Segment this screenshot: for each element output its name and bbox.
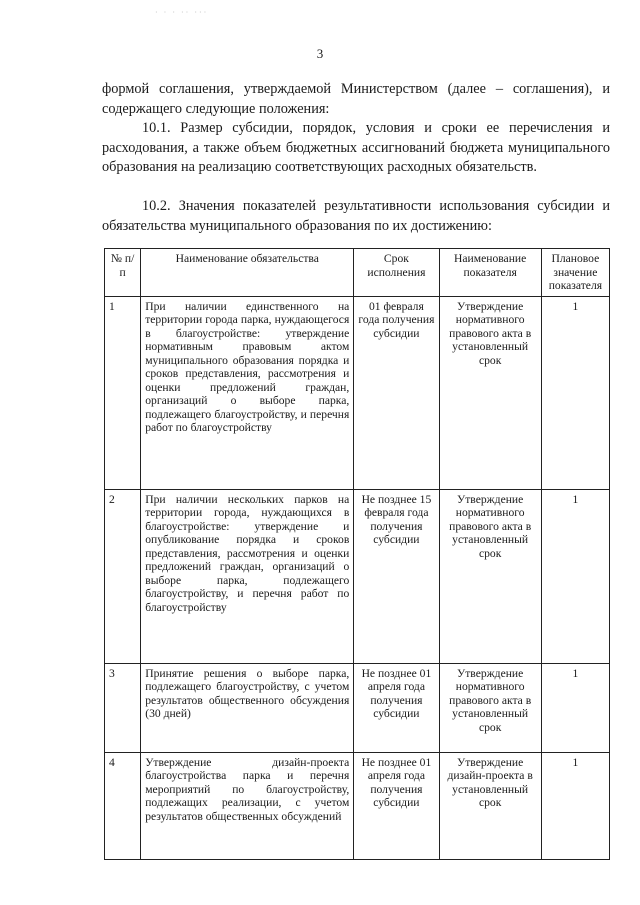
scan-artifact: · · · ·· ··· <box>155 8 209 17</box>
table-row <box>105 663 610 752</box>
indicator-name: Утверждение нормативного правового акта в установленный срок <box>439 489 541 663</box>
row-number: 1 <box>105 296 141 489</box>
deadline: Не позднее 15 февраля года получения субсидии <box>354 489 439 663</box>
table-row <box>105 752 610 859</box>
indicator-name: Утверждение нормативного правового акта в установленный срок <box>439 296 541 489</box>
deadline: 01 февраля года получения субсидии <box>354 296 439 489</box>
indicator-name: Утверждение нормативного правового акта в установленный срок <box>439 663 541 752</box>
indicator-name: Утверждение дизайн-проекта в установленный срок <box>439 752 541 859</box>
header-name: Наименование обязательства <box>141 249 354 297</box>
deadline: Не позднее 01 апреля года получения субсидии <box>354 663 439 752</box>
header-term: Срок исполнения <box>354 249 439 297</box>
paragraph-10-1: 10.1. Размер субсидии, порядок, условия и сроки ее перечисления и расходования, а также объем бюджетных ассигнований бюджета муниципального образования на реализацию соответствующих расходных обязательств. <box>102 120 610 176</box>
planned-value: 1 <box>541 752 609 859</box>
table-row <box>105 296 610 489</box>
header-num: № п/п <box>105 249 141 297</box>
header-indicator: Наименование показателя <box>439 249 541 297</box>
planned-value: 1 <box>541 663 609 752</box>
row-number: 3 <box>105 663 141 752</box>
page-number: 3 <box>316 46 324 61</box>
obligation-name: Принятие решения о выборе парка, подлежащего благоустройству, с учетом результатов общественного обсуждения (30 дней) <box>141 663 354 752</box>
paragraph-intro: формой соглашения, утверждаемой Министерством (далее – соглашения), и содержащего следующие положения: <box>102 81 610 117</box>
paragraph-10-2: 10.2. Значения показателей результативности использования субсидии и обязательства муниципального образования по их достижению: <box>102 198 610 234</box>
planned-value: 1 <box>541 296 609 489</box>
obligation-name: При наличии нескольких парков на территории города, нуждающихся в благоустройстве: утверждение и опубликование порядка и сроков представления, рассмотрения и оценки предложений граждан, организаций о выборе парка, подлежащего благоустройству, и перечня работ по благоустройству <box>141 489 354 663</box>
obligations-table <box>104 248 610 860</box>
planned-value: 1 <box>541 489 609 663</box>
obligation-name: При наличии единственного на территории города парка, нуждающегося в благоустройстве: утверждение нормативным правовым актом муниципального образования порядка и сроков представления, рассмотрения и оценки предложений граждан, организаций о выборе парка, подлежащего благоустройству, и перечня работ по благоустройству <box>141 296 354 489</box>
row-number: 4 <box>105 752 141 859</box>
row-number: 2 <box>105 489 141 663</box>
table-header-row <box>105 249 610 297</box>
table-row <box>105 489 610 663</box>
header-plan: Плановое значение показателя <box>541 249 609 297</box>
deadline: Не позднее 01 апреля года получения субсидии <box>354 752 439 859</box>
obligation-name: Утверждение дизайн-проекта благоустройства парка и перечня мероприятий по благоустройству, подлежащих реализации, с учетом результатов общественных обсуждений <box>141 752 354 859</box>
